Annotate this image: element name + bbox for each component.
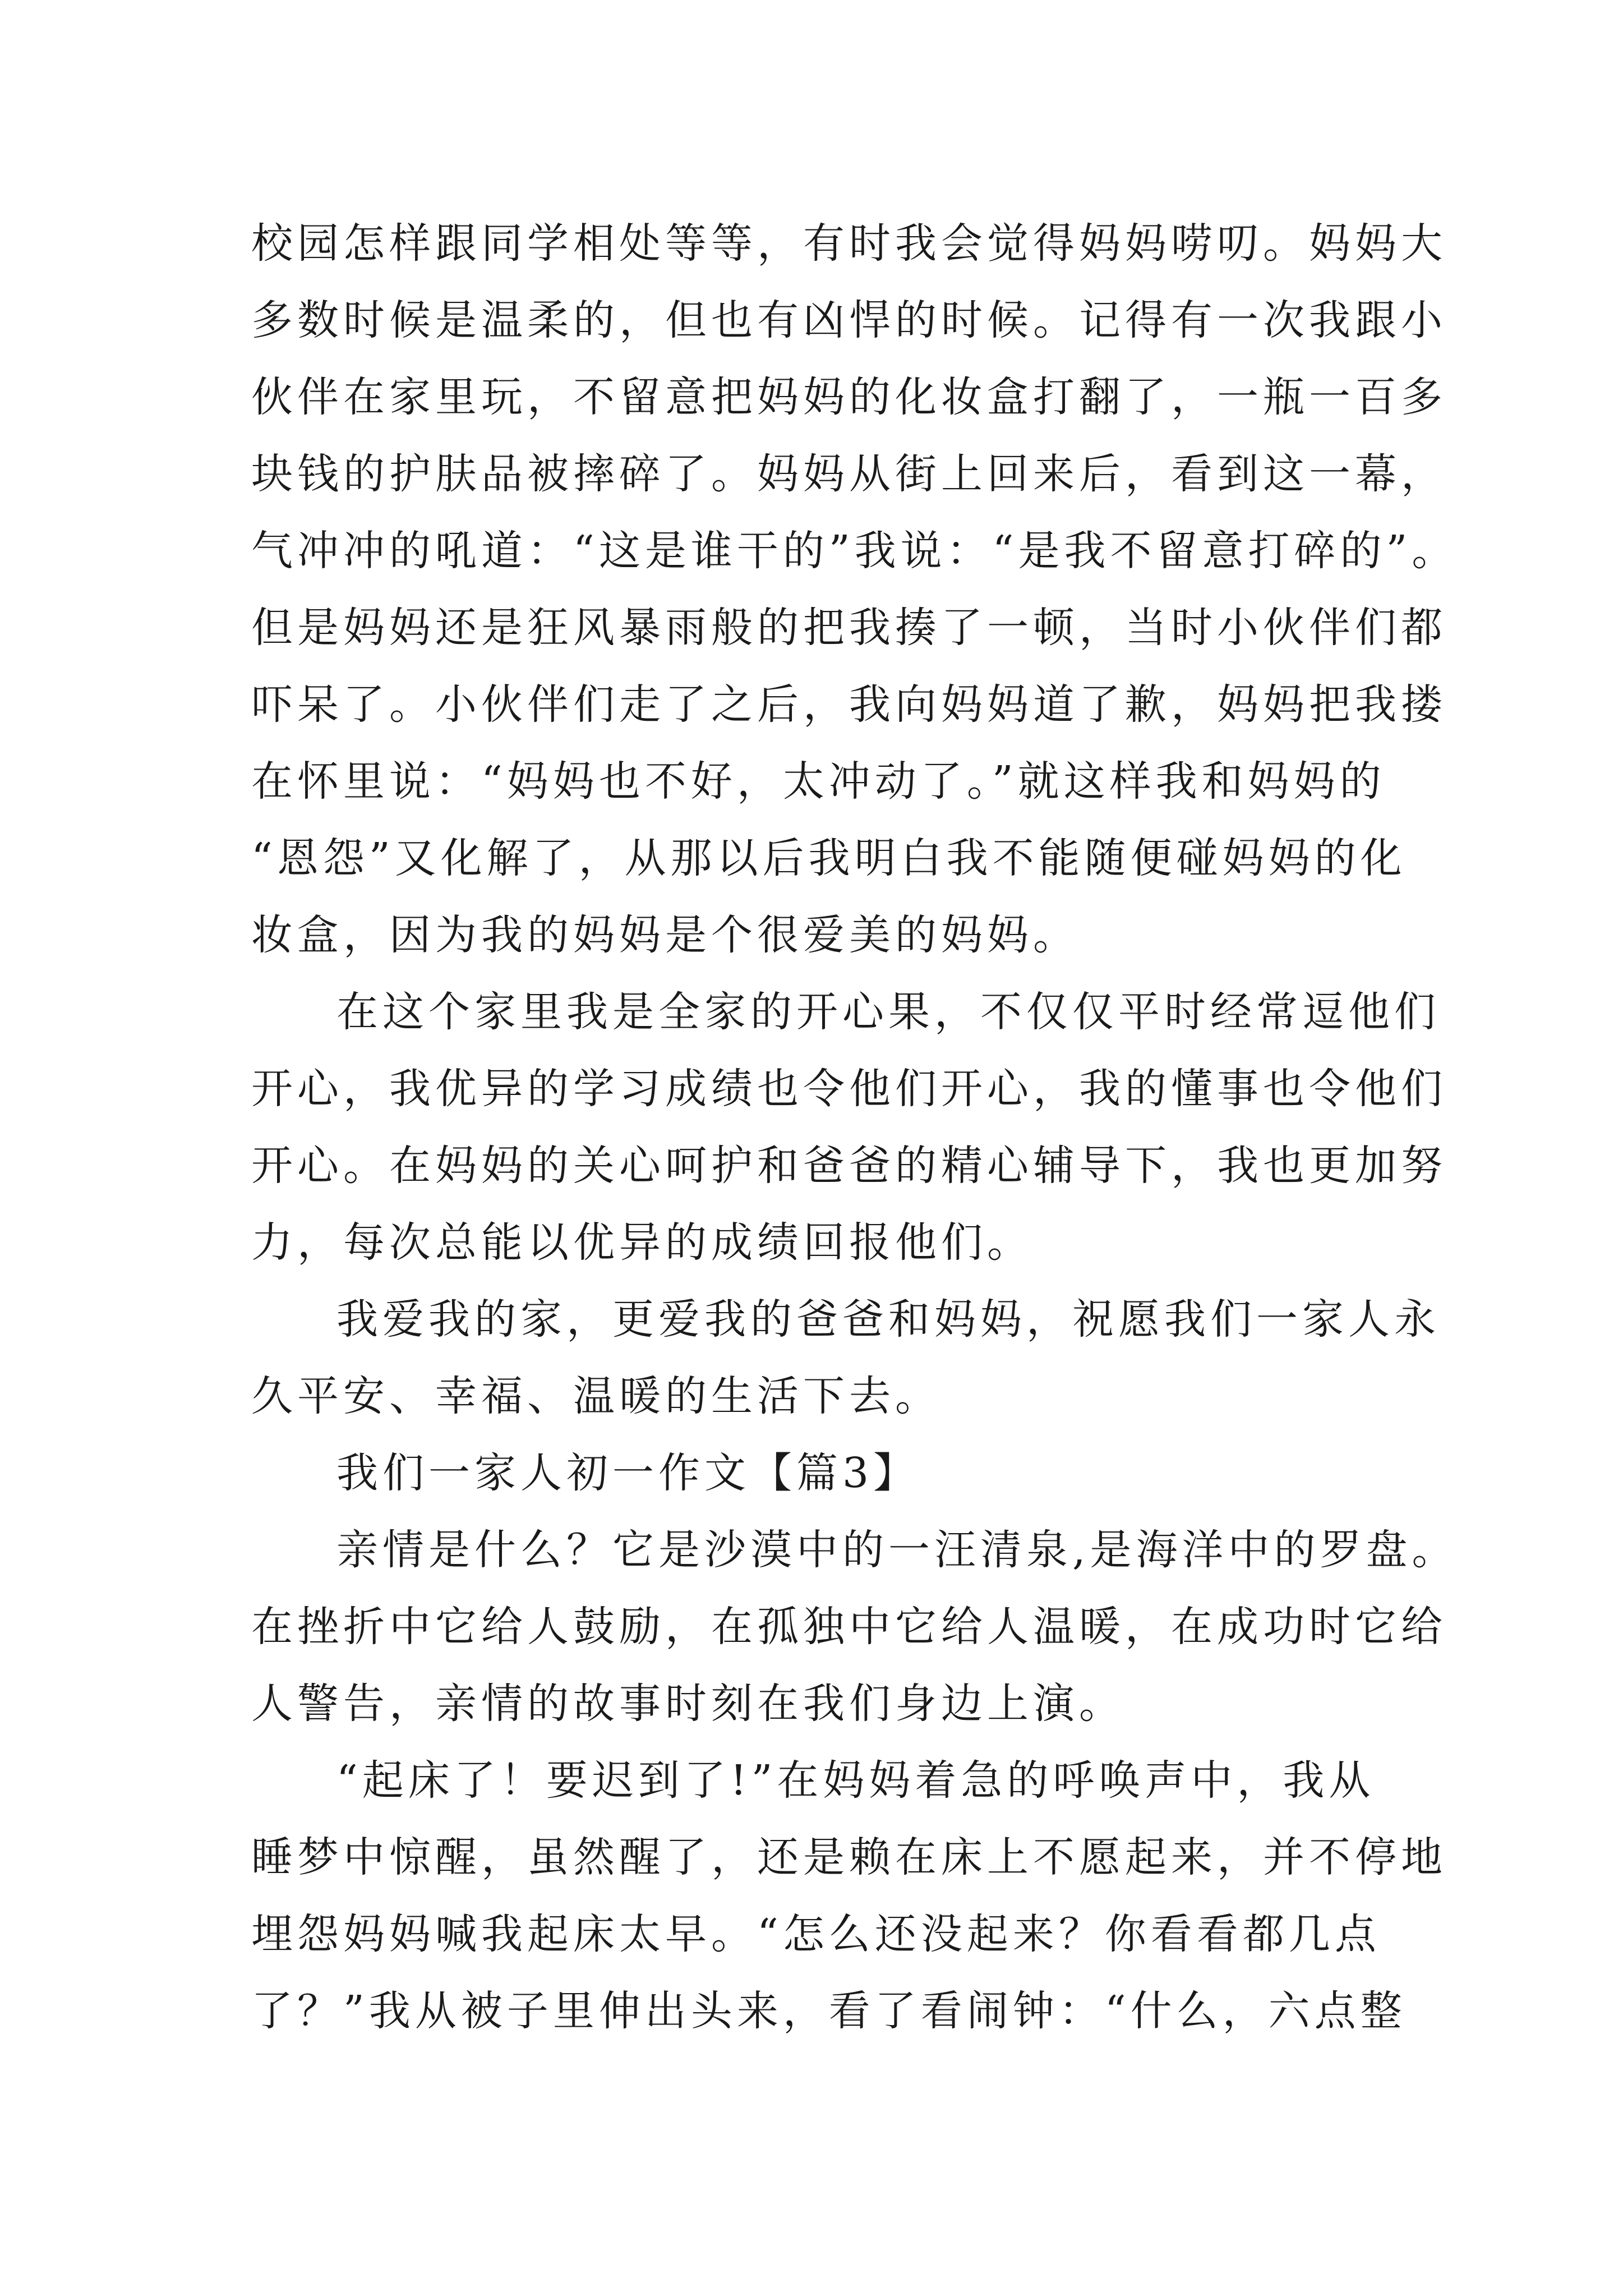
text-line: 在挫折中它给人鼓励，在孤独中它给人温暖，在成功时它给 <box>251 1603 1447 1651</box>
text-line: 校园怎样跟同学相处等等，有时我会觉得妈妈唠叨。妈妈大 <box>251 219 1447 268</box>
text-line: 多数时候是温柔的，但也有凶悍的时候。记得有一次我跟小 <box>251 296 1447 344</box>
text-line: 妆盒，因为我的妈妈是个很爱美的妈妈。 <box>251 911 1079 959</box>
text-line: 开心。在妈妈的关心呵护和爸爸的精心辅导下，我也更加努 <box>251 1142 1447 1190</box>
text-line: “恩怨”又化解了，从那以后我明白我不能随便碰妈妈的化 <box>251 834 1407 882</box>
text-line: 我爱我的家，更爱我的爸爸和妈妈，祝愿我们一家人永 <box>336 1295 1440 1343</box>
text-line: 伙伴在家里玩，不留意把妈妈的化妆盒打翻了，一瓶一百多 <box>251 373 1447 421</box>
section-heading: 我们一家人初一作文【篇3】 <box>336 1449 920 1497</box>
text-line: 人警告，亲情的故事时刻在我们身边上演。 <box>251 1680 1125 1728</box>
text-line: 吓呆了。小伙伴们走了之后，我向妈妈道了歉，妈妈把我搂 <box>251 680 1447 729</box>
body-text <box>251 205 1458 2050</box>
text-line: 但是妈妈还是狂风暴雨般的把我揍了一顿，当时小伙伴们都 <box>251 604 1447 652</box>
text-line: 久平安、幸福、温暖的生活下去。 <box>251 1372 941 1420</box>
text-line: 睡梦中惊醒，虽然醒了，还是赖在床上不愿起来，并不停地 <box>251 1833 1447 1881</box>
text-line: 气冲冲的吼道：“这是谁干的”我说：“是我不留意打碎的”。 <box>251 527 1458 575</box>
text-line: 开心，我优异的学习成绩也令他们开心，我的懂事也令他们 <box>251 1065 1447 1113</box>
text-line: 在这个家里我是全家的开心果，不仅仅平时经常逗他们 <box>336 988 1440 1036</box>
text-line: 力，每次总能以优异的成绩回报他们。 <box>251 1218 1033 1267</box>
text-line: 亲情是什么？它是沙漠中的一汪清泉,是海洋中的罗盘。 <box>336 1526 1458 1574</box>
text-line: 块钱的护肤品被摔碎了。妈妈从街上回来后，看到这一幕， <box>251 450 1447 498</box>
text-line: “起床了！要迟到了!”在妈妈着急的呼唤声中，我从 <box>336 1756 1375 1805</box>
text-line: 了？”我从被子里伸出头来，看了看闹钟：“什么，六点整 <box>251 1987 1407 2035</box>
text-line: 埋怨妈妈喊我起床太早。“怎么还没起来？你看看都几点 <box>251 1910 1381 1958</box>
text-line: 在怀里说：“妈妈也不好，太冲动了。”就这样我和妈妈的 <box>251 757 1386 806</box>
